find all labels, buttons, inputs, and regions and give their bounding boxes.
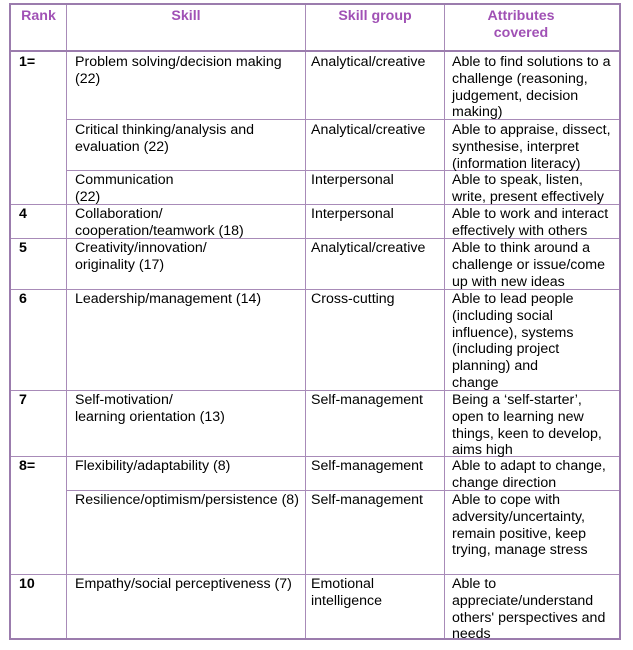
header-rank: Rank bbox=[21, 8, 56, 24]
attributes-cell: Able to cope with adversity/uncertainty, remain positive, keep trying, manage stress bbox=[452, 492, 588, 559]
skill-cell: Communication (22) bbox=[75, 172, 174, 205]
row-divider bbox=[11, 574, 619, 575]
skill-group-cell: Self-management bbox=[311, 492, 423, 508]
skill-cell: Critical thinking/analysis and evaluation (22) bbox=[75, 122, 255, 155]
attributes-cell: Able to appreciate/understand others' perspectives and needs bbox=[452, 576, 606, 643]
rank-cell: 6 bbox=[19, 291, 27, 307]
skill-group-cell: Self-management bbox=[311, 458, 423, 474]
rank-cell: 8= bbox=[19, 458, 36, 474]
skill-cell: Collaboration/ cooperation/teamwork (18) bbox=[75, 206, 244, 239]
header-skill-group: Skill group bbox=[338, 8, 412, 24]
skill-group-cell: Cross-cutting bbox=[311, 291, 395, 307]
attributes-cell: Able to lead people (including social influence), systems (including project planning) and change bbox=[452, 291, 574, 391]
attributes-cell: Able to speak, listen, write, present effectively bbox=[452, 172, 604, 205]
skill-group-cell: Interpersonal bbox=[311, 172, 394, 188]
skill-cell: Self-motivation/ learning orientation (13) bbox=[75, 392, 225, 425]
skill-cell: Leadership/management (14) bbox=[75, 291, 262, 307]
skill-cell: Flexibility/adaptability (8) bbox=[75, 458, 231, 474]
skill-group-cell: Emotional intelligence bbox=[311, 576, 382, 609]
skill-cell: Resilience/optimism/persistence (8) bbox=[75, 492, 299, 508]
rank-cell: 1= bbox=[19, 54, 36, 70]
skill-group-cell: Analytical/creative bbox=[311, 122, 426, 138]
attributes-cell: Able to appraise, dissect, synthesise, interpret (information literacy) bbox=[452, 122, 611, 172]
attributes-cell: Able to work and interact effectively with others bbox=[452, 206, 609, 239]
skill-cell: Creativity/innovation/ originality (17) bbox=[75, 240, 207, 273]
rank-cell: 7 bbox=[19, 392, 27, 408]
column-divider bbox=[444, 5, 445, 638]
header-divider bbox=[11, 50, 619, 52]
header-attributes: Attributes covered bbox=[487, 8, 555, 41]
header-skill: Skill bbox=[171, 8, 201, 24]
skill-cell: Empathy/social perceptiveness (7) bbox=[75, 576, 292, 592]
rank-cell: 4 bbox=[19, 206, 27, 222]
column-divider bbox=[66, 5, 67, 638]
skill-group-cell: Analytical/creative bbox=[311, 54, 426, 70]
attributes-cell: Being a ‘self-starter’, open to learning new things, keen to develop, aims high bbox=[452, 392, 602, 459]
skill-group-cell: Self-management bbox=[311, 392, 423, 408]
attributes-cell: Able to adapt to change, change direction bbox=[452, 458, 606, 491]
skill-group-cell: Analytical/creative bbox=[311, 240, 426, 256]
skill-cell: Problem solving/decision making (22) bbox=[75, 54, 282, 87]
attributes-cell: Able to think around a challenge or issue/come up with new ideas bbox=[452, 240, 605, 290]
rank-cell: 5 bbox=[19, 240, 27, 256]
column-divider bbox=[305, 5, 306, 638]
attributes-cell: Able to find solutions to a challenge (reasoning, judgement, decision making) bbox=[452, 54, 611, 121]
skills-table bbox=[9, 3, 621, 643]
rank-cell: 10 bbox=[19, 576, 35, 592]
skill-group-cell: Interpersonal bbox=[311, 206, 394, 222]
